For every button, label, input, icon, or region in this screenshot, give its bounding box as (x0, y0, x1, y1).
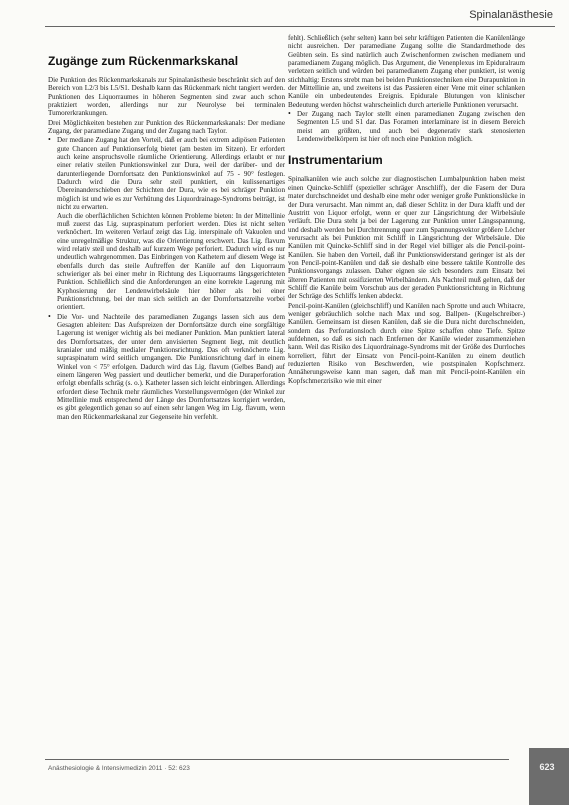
list-item-paramedian (48, 313, 285, 421)
approach-list-continued (288, 110, 525, 143)
taylor-text: • Der Zugang nach Taylor stellt einen paramedianen Zugang zwischen den Segmenten L5 und S1 dar. Das Foramen interlaminare ist in diesem Bereich meist am größten, und auch bei degenerativ stark stenosierten Lendenwirbelkörpern ist hier oft noch eine Punktion möglich. (297, 110, 525, 144)
median-text: • Der mediane Zugang hat den Vorteil, daß er auch bei extrem adipösen Patienten gute Chancen auf Punktionserfolg bietet (am besten im Sitzen). Er erfordert auch keine anspruchsvolle räumliche Orientierung. Allerdings erlaubt er nur einer relativ steilen Punktionswinkel zur Dura, weil der darüber- und der darunterliegende Dornfortsatz den Punktionswinkel auf 75 - 90° festlegen. Dadurch wird die Dura sehr steil punktiert, ein kulissenartiges Übereinanderschieben der Schichten der Dura, wie es bei schräger Punktion möglich ist und wie es zur Verhütung des Liquordrainage-Syndroms beiträgt, ist nicht zu erwarten. (57, 136, 285, 212)
section-heading-zugaenge: Zugänge zum Rückenmarkskanal (48, 54, 239, 68)
intro-paragraph-2: Drei Möglichkeiten bestehen zur Punktion des Rückenmarkskanals: Der mediane Zugang, der paramediane Zugang und der Zugang nach Taylor. (48, 118, 285, 136)
instrumentarium-paragraph: Spinalkanülen wie auch solche zur diagnostischen Lumbalpunktion haben meist einen Quincke-Schliff (spezieller schräger Anschliff), der die Fasern der Dura mater durchschneidet und deshalb eine mehr oder weniger große Punktionslücke in der Dura verursacht. Man nimmt an, daß dieser Schlitz in der Dura klafft und der Austritt von Liquor erfolgt, wenn er quer zur Längsrichtung der Wirbelsäule verläuft. Die Dura steht ja bei der Lagerung zur Punktion unter Längsspannung, und deshalb werden bei Durchtrennung quer zum Spannungsvektor größere Löcher verursacht als bei Punktion mit Schliff in Längsrichtung der Wirbelsäule. Die Kanülen mit Quincke-Schliff sind in der Regel viel billiger als die Pencil-point-Kanülen. Sie haben den Vorteil, daß ihr Punktionswiderstand geringer ist als der von Pencil-point-Kanülen und daß sie deshalb eine bessere taktile Kontrolle des Punktionsvorgangs zulassen. Daher eignen sie sich besonders zum Einsatz bei älteren Patienten mit ossifizierten Wirbelbändern. Als Nachteil muß gelten, daß der Schliff die Kanüle beim Vorschub aus der geraden Punktionsrichtung in Richtung der Schräge des Schliffs lenken abdeckt. (288, 175, 525, 301)
list-item-median (48, 136, 285, 311)
instrumentarium-paragraph-2: Pencil-point-Kanülen (gleichschliff) und Kanülen nach Sprotte und auch Whitacre, weniger gebräuchlich solche nach Max und sog. Ballpen- (Kugelschreiber-) Kanülen. Gemeinsam ist diesen Kanülen, daß sie die Dura nicht durchschneiden, sondern das Perforationsloch durch eine Spitze schaffen ohne Tiefe. Spitze aufdehnen, so daß es sich nach Entfernen der Kanüle wieder zusammenziehen kann. Weil das Risiko des Liquordrainage-Syndroms mit der Größe des Durrloches korreliert, führt der Einsatz von Pencil-point-Kanülen zu einem deutlich reduzierten Risiko von Beschwerden, wie postspinalen Kopfschmerz. Annäherungsweise kann man sagen, daß man mit Pencil-point-Kanülen ein Kopfschmerzrisiko wie mit einer (288, 301, 525, 385)
footer-rule (45, 759, 509, 760)
running-header: Spinalanästhesie (469, 9, 553, 21)
approach-list (48, 136, 285, 421)
footer-citation: Anästhesiologie & Intensivmedizin 2011 · 52: 623 (48, 765, 190, 772)
continued-paragraph: fehlt). Schließlich (sehr selten) kann bei sehr kräftigen Patienten die Kanülenlänge nicht ausreichen. Der paramediane Zugang sollte die Standardmethode des Geübten sein. Es sind natürlich auch Zwischenformen zwischen medianem und paramedianem Zugang möglich. Das Argument, die Venenplexus im Epiduralraum verletzen seitlich und würden bei paramedianem Zugang eher punktiert, ist wenig stichhaltig: Erstens strebt man bei beiden Punktionstechniken eine Durapunktion in der Mittellinie an, und zweitens ist das Passieren einer Vene mit einer schlanken Kanüle ein unbedeutendes Ereignis. Epidurale Blutungen von klinischer Bedeutung werden höchst wahrscheinlich durch arterielle Punktionen verursacht. (288, 34, 525, 109)
median-text-2: Auch die oberflächlichen Schichten können Probleme bieten: In der Mittellinie muß zuerst das Lig. supraspinatum perforiert werden. Dies ist nicht selten verknöchert. Im weiteren Verlauf zeigt das Lig. interspinale oft Vakuolen und eine unregelmäßige Struktur, was die Orientierung erschwert. Das Lig. flavum wird relativ steil und deshalb auf kurzem Wege perforiert. Dadurch wird es nur undeutlich wahrgenommen. Das Einbringen von Kathetern auf diesem Wege ist ebenfalls durch das steile Auftreffen der Kanüle auf den Liquorraum schwieriger als bei einer mehr in Richtung des Liquorraums längsgerichteten Punktion. Schließlich sind die Anforderungen an eine korrekte Lagerung mit Kyphosierung der Lendenwirbelsäule hier höher als bei einer Punktionsrichtung, bei der man sich seitlich an der Dornfortsatzreihe vorbei orientiert. (57, 211, 285, 312)
right-column (288, 34, 525, 386)
left-column (48, 54, 285, 422)
paramedian-text: • Die Vor- und Nachteile des paramedianen Zugangs lassen sich aus dem Gesagten ableiten: Das Aufspreizen der Dornfortsätze durch eine sorgfältige Lagerung ist weniger wichtig als bei medianer Punktion. Man punktiert lateral des Dornfortsatzes, der unter dem anvisierten Segment liegt, mit deutlich kranialer und mäßig medialer Punktionsrichtung. Das oft verknöcherte Lig. supraspinatum wird seitlich umgangen. Die Punktionsrichtung darf in einem Winkel von < 75° erfolgen. Dadurch wird das Lig. flavum (Gelbes Band) auf einem längeren Weg passiert und deutlicher bemerkt, und die Duraperforation erfolgt ebenfalls schräg (s. o.). Katheter lassen sich leicht einbringen. Allerdings erfordert diese Technik mehr räumliches Vorstellungsvermögen (der Winkel zur Mittellinie muß entsprechend der Länge des Dornfortsatzes korrigiert werden, es gibt gelegentlich genau so auf einen sehr langen Weg im Lig. flavum, wenn man den Rückenmarkskanal zur Gegenseite hin verfehlt. (57, 312, 285, 421)
page-number-box (529, 748, 569, 805)
list-item-taylor (288, 110, 525, 143)
header-rule (45, 26, 555, 27)
section-heading-instrumentarium: Instrumentarium (288, 153, 383, 168)
intro-paragraph: Die Punktion des Rückenmarkskanals zur Spinalanästhesie beschränkt sich auf den Bereich von L2/3 bis L5/S1. Deshalb kann das Rückenmark nicht tangiert werden. Punktionen des Liquorraumes in höheren Segmenten sind zwar auch schon praktiziert worden, allerdings nur zur Neurolyse bei terminalen Tumorerkrankungen. (48, 76, 285, 118)
page-number: 623 (539, 762, 555, 772)
